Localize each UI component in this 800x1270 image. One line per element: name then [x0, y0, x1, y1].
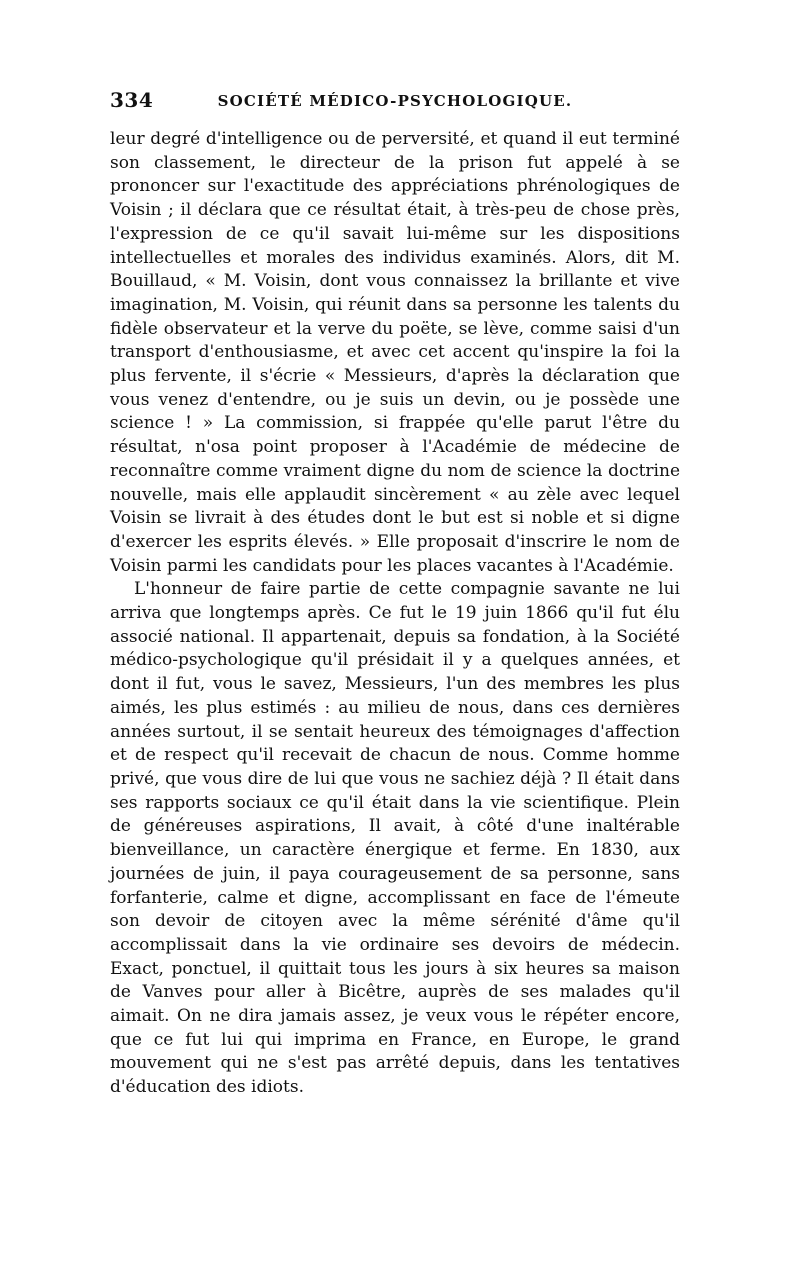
page-number: 334: [110, 88, 154, 112]
paragraph-2: L'honneur de faire partie de cette compagnie savante ne lui arriva que longtemps après. Ce fut le 19 juin 1866 qu'il fut élu associé national. Il appartenait, depuis sa fondation, à la Société médico-psychologique qu'il présidait il y a quelques années, et dont il fut, vous le savez, Messieurs, l'un des membres les plus aimés, les plus estimés : au milieu de nous, dans ces dernières années surtout, il se sentait heureux des témoignages d'affection et de respect qu'il recevait de chacun de nous. Comme homme privé, que vous dire de lui que vous ne sachiez déjà ? Il était dans ses rapports sociaux ce qu'il était dans la vie scientifique. Plein de généreuses aspirations, Il avait, à côté d'une inaltérable bienveillance, un caractère énergique et ferme. En 1830, aux journées de juin, il paya courageusement de sa personne, sans forfanterie, calme et digne, accomplissant en face de l'émeute son devoir de citoyen avec la même sérénité d'âme qu'il accomplissait dans la vie ordinaire ses devoirs de médecin. Exact, ponctuel, il quittait tous les jours à six heures sa maison de Vanves pour aller à Bicêtre, auprès de ses malades qu'il aimait. On ne dira jamais assez, je veux vous le répéter encore, que ce fut lui qui imprima en France, en Europe, le grand mouvement qui ne s'est pas arrêté depuis, dans les tentatives d'éducation des idiots.: [110, 579, 680, 1098]
book-page: [110, 88, 680, 1100]
paragraph-1: leur degré d'intelligence ou de perversité, et quand il eut terminé son classement, le directeur de la prison fut appelé à se prononcer sur l'exactitude des appréciations phrénologiques de Voisin ; il déclara que ce résultat était, à très-peu de chose près, l'expression de ce qu'il savait lui-même sur les dispositions intellectuelles et morales des individus examinés. Alors, dit M. Bouillaud, « M. Voisin, dont vous connaissez la brillante et vive imagination, M. Voisin, qui réunit dans sa personne les talents du fidèle observateur et la verve du poëte, se lève, comme saisi d'un transport d'enthousiasme, et avec cet accent qu'inspire la foi la plus fervente, il s'écrie « Messieurs, d'après la déclaration que vous venez d'entendre, ou je suis un devin, ou je possède une science ! » La commission, si frappée qu'elle parut l'être du résultat, n'osa point proposer à l'Académie de médecine de reconnaître comme vraiment digne du nom de science la doctrine nouvelle, mais elle applaudit sincèrement « au zèle avec lequel Voisin se livrait à des études dont le but est si noble et si digne d'exercer les esprits élevés. » Elle proposait d'inscrire le nom de Voisin parmi les candidats pour les places vacantes à l'Académie.: [110, 129, 680, 576]
running-head: [110, 88, 680, 122]
body-text: [110, 128, 680, 1100]
journal-title: SOCIÉTÉ MÉDICO-PSYCHOLOGIQUE.: [217, 92, 573, 110]
